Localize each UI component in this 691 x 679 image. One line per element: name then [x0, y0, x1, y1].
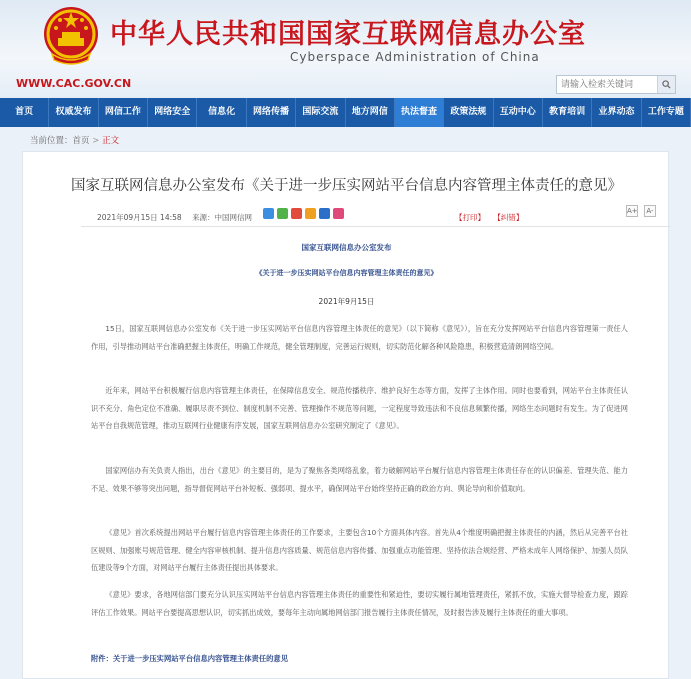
article-heading-source: 国家互联网信息办公室发布 [301, 243, 392, 252]
nav-item-security[interactable]: 网络安全 [148, 98, 197, 127]
site-header [0, 0, 691, 98]
attachment-link[interactable]: 附件：关于进一步压实网站平台信息内容管理主体责任的意见 [91, 654, 289, 663]
article-source: 来源：中国网信网 [192, 213, 253, 222]
share-weibo-icon[interactable] [291, 208, 302, 219]
article-meta [97, 212, 260, 223]
share-icons [263, 208, 344, 219]
share-wechat-icon[interactable] [277, 208, 288, 219]
share-renren-icon[interactable] [319, 208, 330, 219]
nav-item-enforcement[interactable]: 执法督查 [395, 98, 444, 127]
search-box [556, 75, 676, 94]
nav-item-training[interactable]: 教育培训 [543, 98, 592, 127]
article-date: 2021年09月15日 14:58 [97, 213, 182, 222]
nav-item-industry[interactable]: 业界动态 [592, 98, 641, 127]
article-actions [455, 212, 529, 223]
share-qzone-icon[interactable] [263, 208, 274, 219]
site-url[interactable]: WWW.CAC.GOV.CN [16, 77, 132, 90]
page-title: 国家互联网信息办公室发布《关于进一步压实网站平台信息内容管理主体责任的意见》 [71, 178, 622, 194]
article-paragraph: 《意见》首次系统提出网站平台履行信息内容管理主体责任的工作要求，主要包含10个方面具体内容。首先从4个维度明确把握主体责任的内涵，然后从完善平台社区规则、加强账号规范管理、健全内容审核机制、提升信息内容质量、规范信息内容传播、加强重点功能管理、坚持依法合规经营、严格未成年人网络保护、加强人员队伍建设等9个方面，对网站平台履行主体责任提出具体要求。 [91, 528, 628, 572]
article-panel [22, 151, 669, 679]
breadcrumb-current: 正文 [102, 136, 120, 146]
breadcrumb-prefix: 当前位置： [30, 136, 73, 146]
nav-item-releases[interactable]: 权威发布 [49, 98, 98, 127]
breadcrumb [30, 134, 119, 146]
article-heading-title: 《关于进一步压实网站平台信息内容管理主体责任的意见》 [255, 269, 438, 277]
nav-item-policy[interactable]: 政策法规 [444, 98, 493, 127]
print-link[interactable]: 【打印】 [455, 213, 485, 222]
nav-item-home[interactable]: 首页 [0, 98, 49, 127]
search-icon [662, 80, 671, 89]
national-emblem-icon [42, 4, 100, 66]
nav-item-informatization[interactable]: 信息化 [197, 98, 246, 127]
search-input[interactable] [557, 76, 657, 93]
site-title: 中华人民共和国国家互联网信息办公室 [110, 19, 586, 50]
article-paragraph: 近年来，网站平台积极履行信息内容管理主体责任，在保障信息安全、规范传播秩序、维护良好生态等方面，发挥了主体作用。同时也要看到，网站平台主体责任认识不充分、角色定位不准确、履职尽责不到位、制度机制不完善、管理操作不规范等问题，一定程度导致违法和不良信息频繁传播，网络生态问题时有发生。为了促进网站平台自我规范管理，推动互联网行业健康有序发展，国家互联网信息办公室研究制定了《意见》。 [91, 386, 628, 430]
search-button[interactable] [657, 76, 675, 93]
divider [81, 226, 671, 227]
nav-item-work[interactable]: 网信工作 [99, 98, 148, 127]
nav-item-international[interactable]: 国际交流 [296, 98, 345, 127]
main-nav [0, 98, 691, 127]
breadcrumb-home[interactable]: 首页 [72, 136, 90, 146]
nav-item-interaction[interactable]: 互动中心 [494, 98, 543, 127]
font-smaller-button[interactable]: A- [644, 205, 656, 217]
nav-item-communication[interactable]: 网络传播 [247, 98, 296, 127]
article-paragraph: 《意见》要求，各地网信部门要充分认识压实网站平台信息内容管理主体责任的重要性和紧迫性，要切实履行属地管理责任，紧抓不放，实施大督导检查力度，跟踪评估工作效果。网站平台要提高思想认识，切实抓出成效，要每年主动向属地网信部门报告履行主体责任情况，及时报告涉及履行主体责任的重大事项。 [91, 590, 628, 617]
share-tencent-icon[interactable] [305, 208, 316, 219]
font-larger-button[interactable]: A+ [627, 207, 638, 215]
nav-item-local[interactable]: 地方网信 [346, 98, 395, 127]
article-paragraph: 国家网信办有关负责人指出，出台《意见》的主要目的，是为了聚焦各类网络乱象，着力破解网站平台履行信息内容管理主体责任存在的认识偏差、管理失范、能力不足、效果不够等突出问题，指导督促网站平台补短板、强弱项、提水平，确保网站平台始终坚持正确的政治方向、舆论导向和价值取向。 [91, 466, 628, 493]
correction-link[interactable]: 【纠错】 [493, 213, 524, 222]
nav-item-topics[interactable]: 工作专题 [642, 98, 691, 127]
share-more-icon[interactable] [333, 208, 344, 219]
article-paragraph: 15日，国家互联网信息办公室发布《关于进一步压实网站平台信息内容管理主体责任的意见》（以下简称《意见》），旨在充分发挥网站平台信息内容管理第一责任人作用，引导推动网站平台准确把握主体责任，明确工作规范，健全管理制度，完善运行规则，切实防范化解各种风险隐患，积极营造清朗网络空间。 [91, 324, 628, 351]
breadcrumb-separator: > [89, 136, 103, 146]
article-heading-date: 2021年9月15日 [318, 297, 375, 306]
site-subtitle: Cyberspace Administration of China [290, 50, 540, 64]
